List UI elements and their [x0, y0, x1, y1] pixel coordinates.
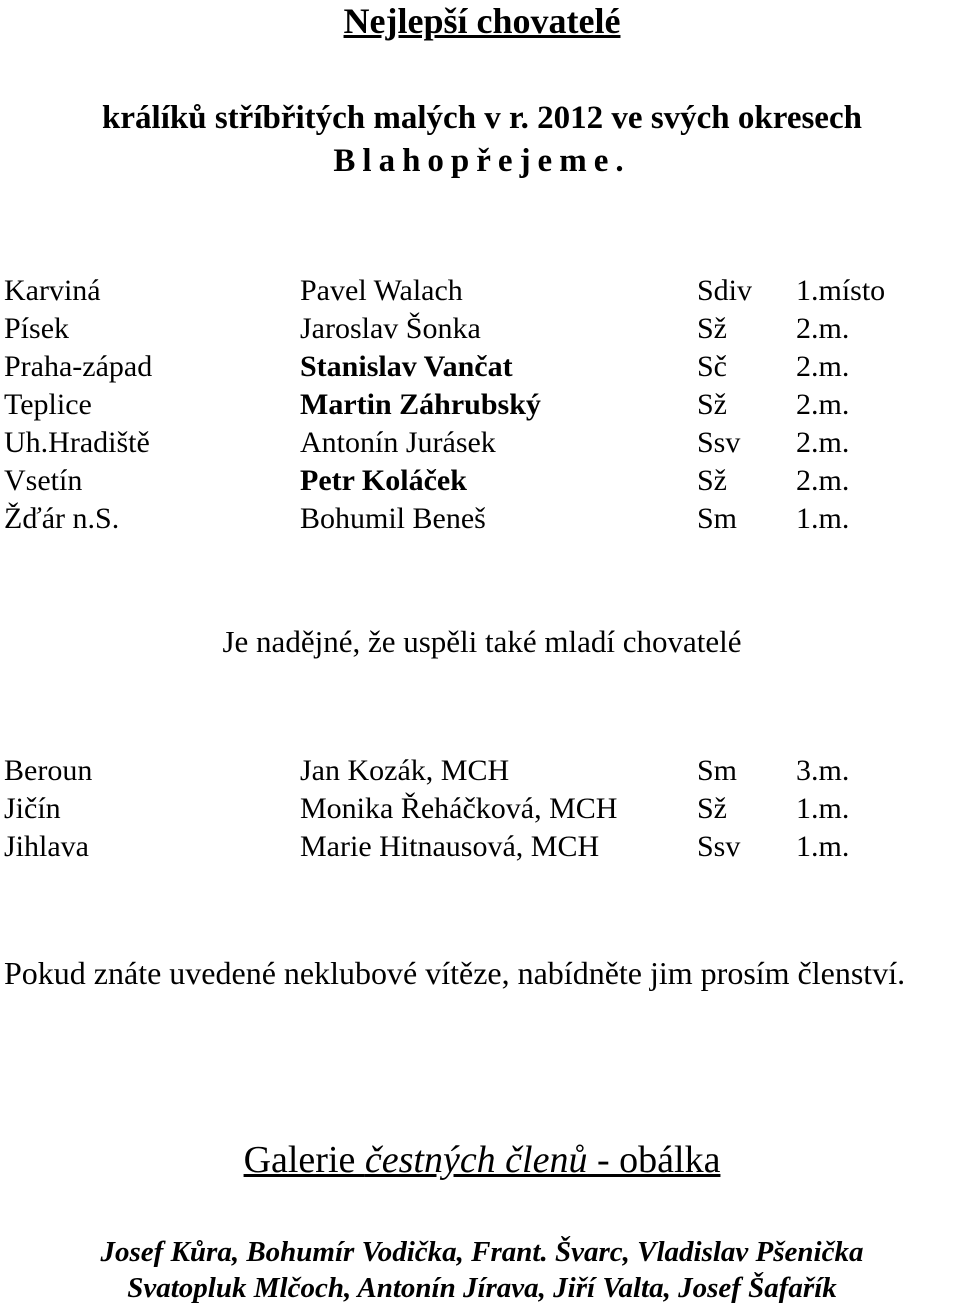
breed-cell: Ssv: [697, 830, 741, 863]
name-cell: Marie Hitnausová, MCH: [300, 830, 600, 863]
gallery-title-italic: čestných členů: [364, 1139, 588, 1181]
district-cell: Žďár n.S.: [4, 502, 120, 535]
breed-cell: Sž: [697, 792, 727, 825]
name-cell: Antonín Jurásek: [300, 426, 496, 459]
place-cell: 1.místo: [796, 274, 886, 307]
district-cell: Jičín: [4, 792, 61, 825]
breed-cell: Ssv: [697, 426, 741, 459]
breed-cell: Sdiv: [697, 274, 753, 307]
district-cell: Vsetín: [4, 464, 83, 497]
place-cell: 2.m.: [796, 350, 850, 383]
breed-cell: Sž: [697, 312, 727, 345]
name-cell: Jan Kozák, MCH: [300, 754, 510, 787]
breed-cell: Sž: [697, 464, 727, 497]
page-subtitle: králíků stříbřitých malých v r. 2012 ve svých okresech: [102, 100, 862, 136]
congratulations-text: Blahopřejeme.: [333, 143, 631, 179]
breeder-row: [0, 272, 960, 310]
name-cell: Pavel Walach: [300, 274, 463, 307]
breeder-row: [0, 500, 960, 538]
breed-cell: Sč: [697, 350, 727, 383]
place-cell: 2.m.: [796, 464, 850, 497]
gallery-title-rest: - obálka: [587, 1139, 721, 1181]
district-cell: Beroun: [4, 754, 93, 787]
breeder-row: [0, 424, 960, 462]
name-cell: Petr Koláček: [300, 464, 467, 497]
name-cell: Bohumil Beneš: [300, 502, 486, 535]
young-breeder-row: [0, 752, 960, 790]
breeder-row: [0, 310, 960, 348]
district-cell: Uh.Hradiště: [4, 426, 150, 459]
place-cell: 1.m.: [796, 502, 850, 535]
gallery-title: [0, 1137, 960, 1183]
name-cell: Stanislav Vančat: [300, 350, 513, 383]
young-breeder-row: [0, 828, 960, 866]
breeder-row: [0, 348, 960, 386]
honorary-members-line-1: Josef Kůra, Bohumír Vodička, Frant. Švarc, Vladislav Pšenička: [100, 1236, 864, 1268]
name-cell: Monika Řeháčková, MCH: [300, 792, 618, 825]
young-breeders-intro: Je nadějné, že uspěli také mladí chovatelé: [222, 624, 742, 659]
honorary-members-line-2: Svatopluk Mlčoch, Antonín Jírava, Jiří Valta, Josef Šafařík: [127, 1272, 837, 1304]
place-cell: 1.m.: [796, 830, 850, 863]
name-cell: Jaroslav Šonka: [300, 312, 481, 345]
membership-note: Pokud znáte uvedené neklubové vítěze, nabídněte jim prosím členství.: [4, 955, 906, 991]
breeder-row: [0, 386, 960, 424]
district-cell: Jihlava: [4, 830, 89, 863]
name-cell: Martin Záhrubský: [300, 388, 541, 421]
place-cell: 1.m.: [796, 792, 850, 825]
district-cell: Teplice: [4, 388, 92, 421]
district-cell: Praha-západ: [4, 350, 153, 383]
breed-cell: Sž: [697, 388, 727, 421]
place-cell: 2.m.: [796, 312, 850, 345]
place-cell: 2.m.: [796, 388, 850, 421]
page-title: Nejlepší chovatelé: [343, 1, 621, 41]
young-breeder-row: [0, 790, 960, 828]
gallery-title-plain: Galerie: [243, 1139, 365, 1181]
breed-cell: Sm: [697, 502, 738, 535]
breeder-row: [0, 462, 960, 500]
place-cell: 3.m.: [796, 754, 850, 787]
district-cell: Písek: [4, 312, 70, 345]
place-cell: 2.m.: [796, 426, 850, 459]
breed-cell: Sm: [697, 754, 738, 787]
district-cell: Karviná: [4, 274, 101, 307]
